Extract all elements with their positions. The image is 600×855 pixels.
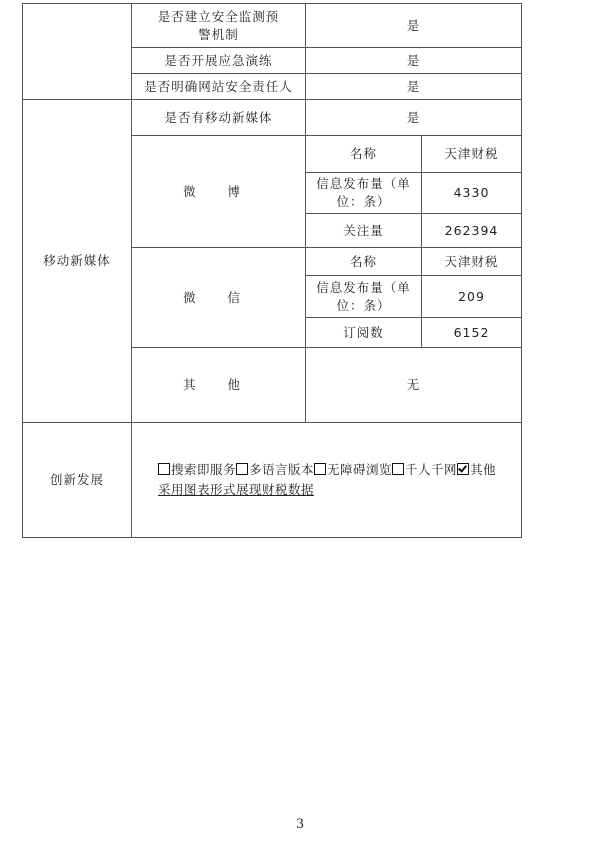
checkbox-icon[interactable] [314,463,326,475]
website-report-table [22,3,522,538]
weibo-posts-value: 4330 [422,173,522,214]
row-value: 是 [306,4,522,48]
innovation-section-label: 创新发展 [23,423,132,538]
row-label: 是否有移动新媒体 [132,100,306,136]
weixin-name-label: 名称 [306,248,422,276]
checked-checkbox-icon[interactable] [457,463,469,475]
weixin-label: 微 信 [132,248,306,348]
security-section-cell [23,4,132,100]
page-number: 3 [296,816,304,832]
other-label: 其 他 [132,348,306,423]
weixin-name-value: 天津财税 [422,248,522,276]
checkbox-icon[interactable] [158,463,170,475]
row-value: 是 [306,100,522,136]
innovation-options [132,423,522,538]
row-value: 是 [306,48,522,74]
checkbox-icon[interactable] [392,463,404,475]
row-label: 是否建立安全监测预警机制 [132,4,306,48]
weixin-subs-label: 订阅数 [306,318,422,348]
other-innovation-text: 采用图表形式展现财税数据 [158,482,315,497]
option-accessibility[interactable]: 无障碍浏览 [314,462,392,477]
option-search-as-service[interactable]: 搜索即服务 [158,462,236,477]
weibo-followers-label: 关注量 [306,214,422,248]
row-value: 是 [306,74,522,100]
weixin-subs-value: 6152 [422,318,522,348]
checkbox-icon[interactable] [236,463,248,475]
weibo-label: 微 博 [132,136,306,248]
weibo-name-label: 名称 [306,136,422,173]
option-other[interactable]: 其他 [457,462,496,477]
row-label: 是否开展应急演练 [132,48,306,74]
row-label: 是否明确网站安全责任人 [132,74,306,100]
option-multilingual[interactable]: 多语言版本 [236,462,314,477]
weixin-posts-label: 信息发布量（单位：条） [306,276,422,318]
weibo-name-value: 天津财税 [422,136,522,173]
mobile-section-label: 移动新媒体 [23,100,132,423]
weibo-followers-value: 262394 [422,214,522,248]
weibo-posts-label: 信息发布量（单位：条） [306,173,422,214]
weixin-posts-value: 209 [422,276,522,318]
option-personalized[interactable]: 千人千网 [392,462,457,477]
other-value: 无 [306,348,522,423]
